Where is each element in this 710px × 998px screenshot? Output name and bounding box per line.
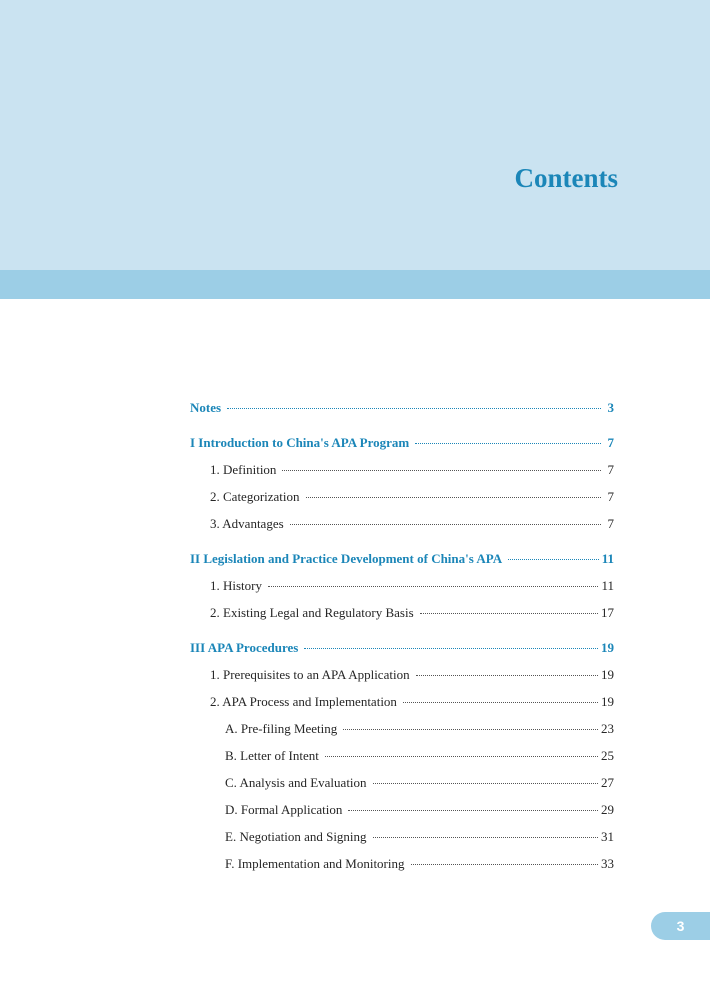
toc-entry-label: 1. History [210,578,262,593]
toc-entry-page: 19 [601,667,614,682]
toc-entry-page: 11 [601,578,614,593]
dot-leader [290,524,601,525]
toc-entry-label: III APA Procedures [190,640,299,655]
toc-entry-chapter-3[interactable] [190,640,614,660]
toc-entry-page: 7 [607,435,614,450]
toc-entry-letter-of-intent[interactable] [190,748,614,768]
toc-entry-categorization[interactable] [190,489,614,509]
dot-leader [420,613,598,614]
toc-entry-pre-filing[interactable] [190,721,614,741]
toc-entry-advantages[interactable] [190,516,614,536]
toc-entry-label: 2. Categorization [210,489,300,504]
toc-entry-label: E. Negotiation and Signing [225,829,367,844]
toc-entry-label: II Legislation and Practice Development of China's APA [190,551,503,566]
dot-leader [373,783,598,784]
toc-entry-implementation[interactable] [190,856,614,876]
toc-entry-page: 7 [607,489,614,504]
toc-entry-label: 2. Existing Legal and Regulatory Basis [210,605,414,620]
header-stripe [0,270,710,299]
dot-leader [282,470,601,471]
page-number-tab: 3 [651,912,710,940]
toc-entry-label: F. Implementation and Monitoring [225,856,405,871]
dot-leader [325,756,598,757]
toc-entry-label: 3. Advantages [210,516,284,531]
dot-leader [304,648,598,649]
toc-entry-label: 2. APA Process and Implementation [210,694,397,709]
toc-entry-notes[interactable] [190,400,614,420]
header-band [0,0,710,270]
dot-leader [411,864,599,865]
toc-entry-negotiation[interactable] [190,829,614,849]
toc-entry-prerequisites[interactable] [190,667,614,687]
toc-entry-page: 29 [601,802,614,817]
dot-leader [348,810,598,811]
toc-entry-formal-application[interactable] [190,802,614,822]
toc-entry-chapter-2[interactable] [190,551,614,571]
toc-entry-analysis[interactable] [190,775,614,795]
toc-entry-page: 31 [601,829,614,844]
dot-leader [306,497,601,498]
toc-entry-page: 19 [601,694,614,709]
toc-entry-page: 7 [607,462,614,477]
dot-leader [268,586,598,587]
dot-leader [416,675,598,676]
toc-entry-label: B. Letter of Intent [225,748,319,763]
toc-entry-chapter-1[interactable] [190,435,614,455]
toc-entry-page: 17 [601,605,614,620]
toc-entry-page: 19 [601,640,614,655]
toc-entry-label: Notes [190,400,222,415]
toc-entry-page: 7 [607,516,614,531]
toc-entry-page: 11 [601,551,614,566]
page-title: Contents [514,163,618,193]
dot-leader [508,559,599,560]
dot-leader [227,408,601,409]
toc-entry-label: A. Pre-filing Meeting [225,721,338,736]
toc-entry-label: 1. Prerequisites to an APA Application [210,667,410,682]
toc-entry-label: 1. Definition [210,462,277,477]
dot-leader [373,837,598,838]
toc-entry-definition[interactable] [190,462,614,482]
toc-entry-history[interactable] [190,578,614,598]
toc-entry-label: D. Formal Application [225,802,343,817]
toc-entry-page: 33 [601,856,614,871]
toc-entry-page: 25 [601,748,614,763]
toc-entry-label: I Introduction to China's APA Program [190,435,410,450]
toc-entry-process[interactable] [190,694,614,714]
toc-entry-page: 23 [601,721,614,736]
toc-entry-label: C. Analysis and Evaluation [225,775,367,790]
dot-leader [403,702,598,703]
toc-entry-legal-basis[interactable] [190,605,614,625]
toc-entry-page: 3 [607,400,614,415]
toc-entry-page: 27 [601,775,614,790]
dot-leader [415,443,601,444]
dot-leader [343,729,598,730]
